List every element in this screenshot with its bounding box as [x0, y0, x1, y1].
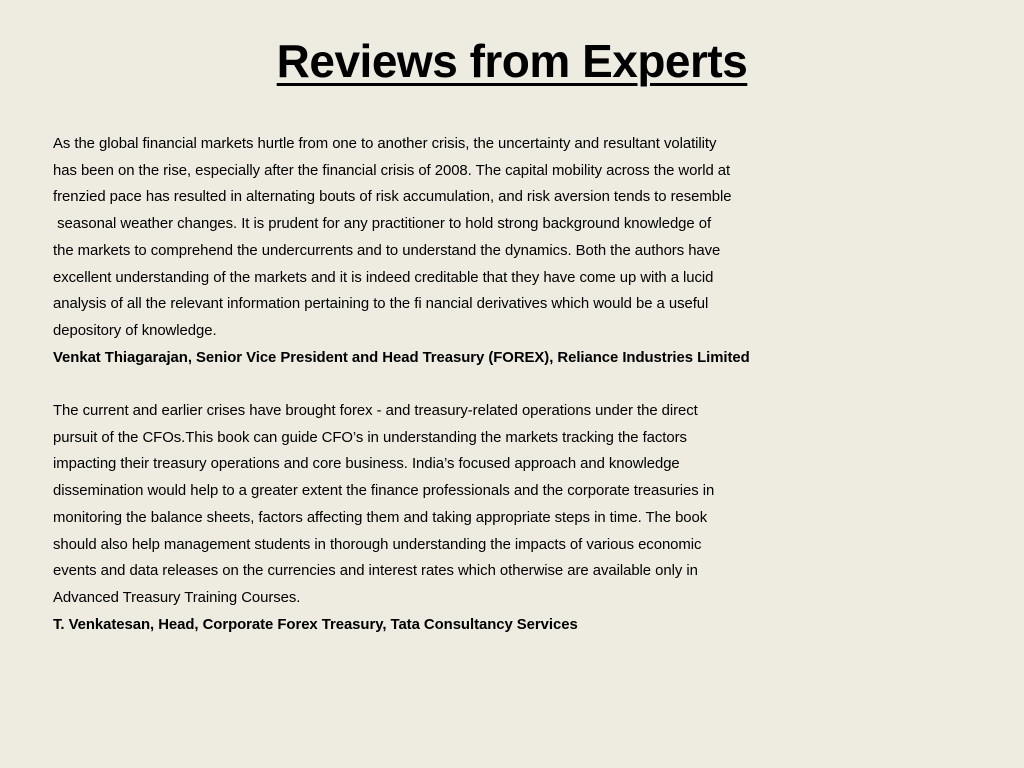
review-1-line-2: has been on the rise, especially after the financial crisis of 2008. The capital mobility across the world at — [53, 162, 731, 179]
review-1-attribution: Venkat Thiagarajan, Senior Vice President and Head Treasury (FOREX), Reliance Industries Limited — [53, 349, 750, 366]
reviews-body — [53, 131, 853, 638]
review-1-line-5: the markets to comprehend the undercurrents and to understand the dynamics. Both the authors have — [53, 242, 721, 259]
review-2-line-3: impacting their treasury operations and core business. India’s focused approach and knowledge — [53, 456, 680, 473]
review-1-line-7: analysis of all the relevant information pertaining to the fi nancial derivatives which would be a useful — [53, 296, 709, 313]
review-spacer — [53, 371, 853, 398]
review-2-line-2: pursuit of the CFOs.This book can guide CFO’s in understanding the markets tracking the factors — [53, 429, 687, 446]
review-1 — [53, 131, 853, 371]
review-1-line-8: depository of knowledge. — [53, 322, 217, 339]
review-1-line-4: seasonal weather changes. It is prudent for any practitioner to hold strong background knowledge of — [53, 216, 712, 233]
review-1-line-6: excellent understanding of the markets and it is indeed creditable that they have come up with a lucid — [53, 269, 714, 286]
slide-title: Reviews from Experts — [276, 35, 748, 87]
review-2-line-5: monitoring the balance sheets, factors affecting them and taking appropriate steps in time. The book — [53, 509, 708, 526]
slide-title-container — [0, 34, 1024, 88]
review-2-line-1: The current and earlier crises have brought forex - and treasury-related operations under the direct — [53, 403, 698, 420]
review-2-line-7: events and data releases on the currencies and interest rates which otherwise are available only in — [53, 563, 698, 580]
review-1-line-3: frenzied pace has resulted in alternating bouts of risk accumulation, and risk aversion tends to resemble — [53, 189, 732, 206]
review-2-attribution: T. Venkatesan, Head, Corporate Forex Treasury, Tata Consultancy Services — [53, 616, 578, 633]
review-2 — [53, 398, 853, 638]
review-2-line-4: dissemination would help to a greater extent the finance professionals and the corporate treasuries in — [53, 483, 715, 500]
review-1-line-1: As the global financial markets hurtle from one to another crisis, the uncertainty and resultant volatility — [53, 136, 717, 152]
review-2-line-8: Advanced Treasury Training Courses. — [53, 589, 301, 606]
review-2-line-6: should also help management students in thorough understanding the impacts of various economic — [53, 536, 702, 553]
